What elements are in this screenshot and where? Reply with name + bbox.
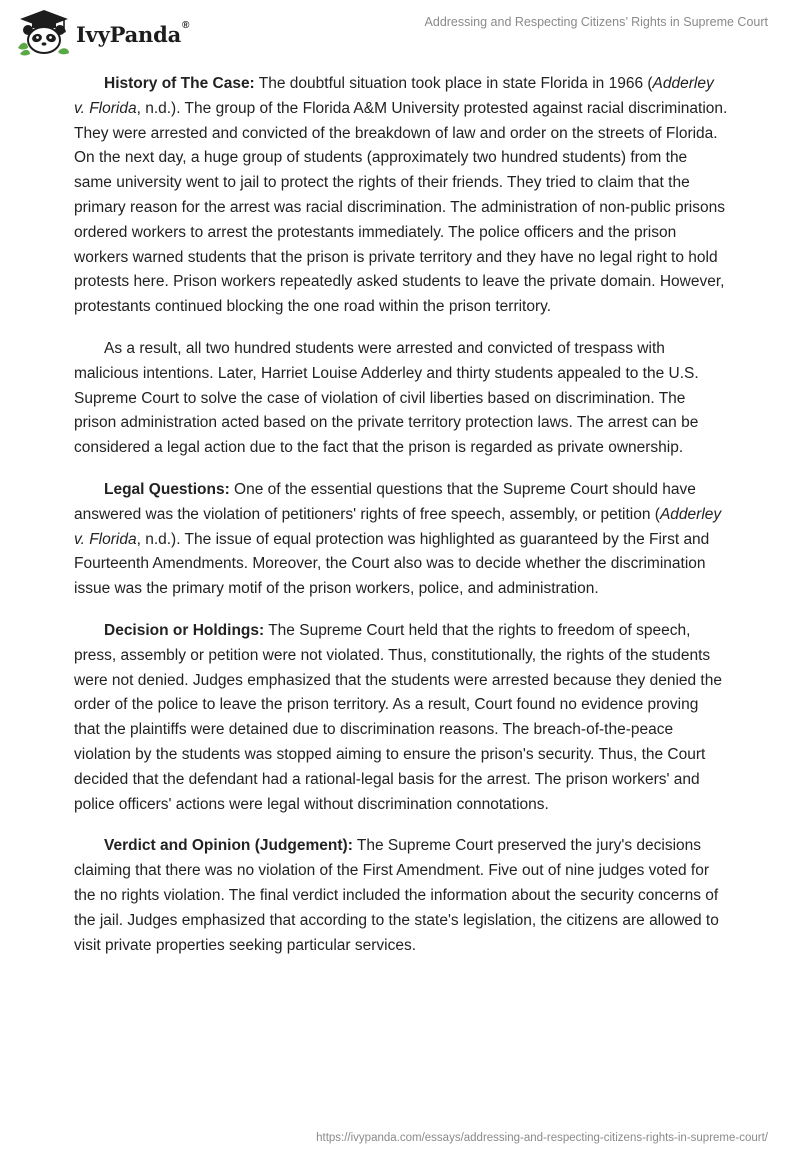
case-citation: Adderley v. Florida xyxy=(74,75,714,117)
brand-name-text: IvyPanda xyxy=(76,21,182,47)
section-heading: Legal Questions: xyxy=(104,480,230,498)
section-heading: Decision or Holdings: xyxy=(104,621,265,639)
paragraph-text: The Supreme Court held that the rights to freedom of speech, press, assembly or petition were not violated. Thus, constitutionally, the rights of the students were not denied. Judges emphasized that the students were arrested because they denied the order of the police to leave the prison territory. As a result, Court found no evidence proving that the plaintiffs were detained due to discrimination reasons. The breach-of-the-peace violation by the students was stopped aiming to ensure the prison's security. Thus, the Court decided that the defendant had a rational-legal basis for the arrest. The prison workers' and police officers' actions were legal without discrimination connotations. xyxy=(74,621,722,813)
case-citation: Adderley v. Florida xyxy=(74,505,722,548)
paragraph-text: One of the essential questions that the Supreme Court should have answered was the violation of petitioners' rights of free speech, assembly, or petition ( xyxy=(74,480,696,523)
paragraph-text: , n.d.). The group of the Florida A&M University protested against racial discrimination. They were arrested and convicted of the breakdown of law and order on the streets of Florida. On the next day, a huge group of students (approximately two hundred students) from the same university went to jail to protect the rights of their friends. They tried to claim that the primary reason for the arrest was racial discrimination. The administration of non-public prisons ordered workers to arrest the protestants immediately. The police officers and the prison workers warned students that the prison is private territory and they have no legal right to hold protests here. Prison workers repeatedly asked students to leave the private domain. However, protestants continued blocking the one road within the prison territory. xyxy=(74,99,728,316)
source-url-link[interactable]: https://ivypanda.com/essays/addressing-and-respecting-citizens-rights-in-supreme-court/ xyxy=(316,1132,768,1144)
section-heading: History of The Case: xyxy=(104,75,255,92)
document-title: Addressing and Respecting Citizens’ Rights in Supreme Court xyxy=(424,15,768,29)
paragraph-decision xyxy=(74,619,728,817)
paragraph-result xyxy=(74,337,728,461)
panda-graduate-icon xyxy=(14,8,74,56)
essay-body xyxy=(74,72,728,975)
section-heading: Verdict and Opinion (Judgement): xyxy=(104,837,353,855)
registered-mark: ® xyxy=(182,19,190,31)
paragraph-verdict xyxy=(74,834,728,958)
paragraph-text: , n.d.). The issue of equal protection was highlighted as guaranteed by the First and Fourteenth Amendments. Moreover, the Court also was to decide whether the discrimination issue was the primary motif of the prison workers, police, and administration. xyxy=(74,530,710,598)
page-header xyxy=(0,0,800,60)
brand-name xyxy=(76,19,190,47)
paragraph-text: The doubtful situation took place in state Florida in 1966 ( xyxy=(254,75,653,92)
paragraph-legal-questions xyxy=(74,478,728,602)
paragraph-history xyxy=(74,72,728,320)
paragraph-text: The Supreme Court preserved the jury's decisions claiming that there was no violation of the First Amendment. Five out of nine judges voted for the no rights violation. The final verdict included the information about the security concerns of the jail. Judges emphasized that according to the state's legislation, the citizens are allowed to visit private properties seeking particular services. xyxy=(74,837,719,954)
paragraph-text: As a result, all two hundred students were arrested and convicted of trespass with malicious intentions. Later, Harriet Louise Adderley and thirty students appealed to the U.S. Supreme Court to solve the case of violation of civil liberties based on discrimination. The prison administration acted based on the private territory protection laws. The arrest can be considered a legal action due to the fact that the prison is regarded as private ownership. xyxy=(74,339,699,457)
brand-logo[interactable] xyxy=(14,8,189,56)
